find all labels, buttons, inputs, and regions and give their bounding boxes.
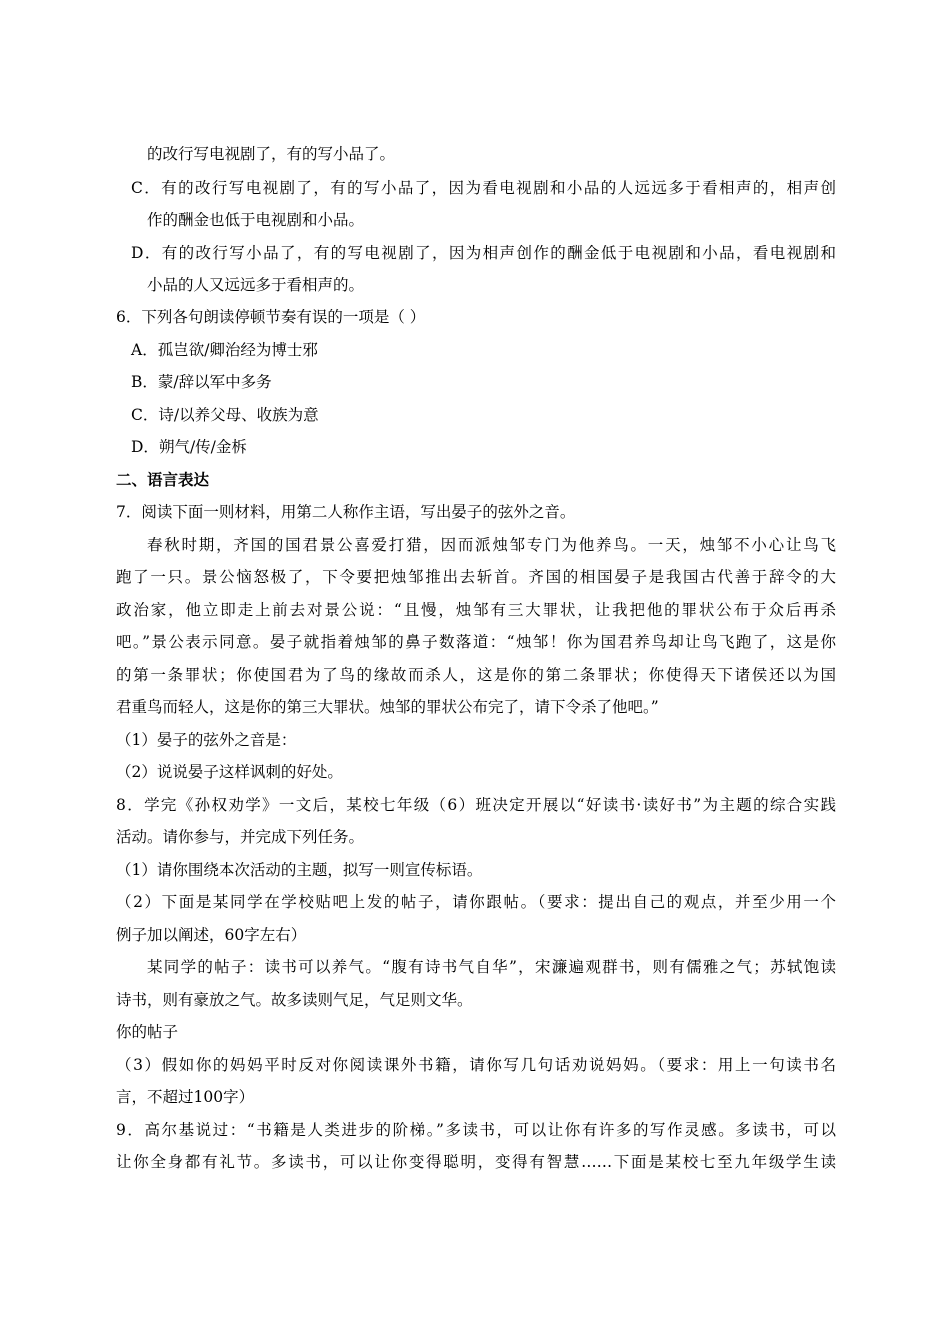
q7-passage-line: 君重鸟而轻人，这是你的第三大罪状。烛邹的罪状公布完了，请下令杀了他吧。” — [116, 698, 659, 716]
question-text: 阅读下面一则材料，用第二人称作主语，写出晏子的弦外之音。 — [141, 503, 576, 521]
q7-passage-line: 的第一条罪状；你使国君为了鸟的缘故而杀人，这是你的第二条罪状；你使得天下诸侯还以为国 — [116, 666, 836, 684]
q6-option-d — [131, 436, 247, 458]
q8-post-line2: 诗书，则有豪放之气。故多读则气足，气足则文华。 — [116, 991, 473, 1009]
option-label: A． — [131, 341, 158, 359]
option-text: 有的改行写小品了，有的写电视剧了，因为相声创作的酬金低于电视剧和小品，看电视剧和 — [161, 244, 836, 262]
option-label: C． — [131, 406, 159, 424]
q6-option-a — [131, 339, 318, 361]
q9-stem-line1 — [116, 1119, 836, 1141]
q8-post-line1: 某同学的帖子：读书可以养气。“腹有诗书气自华”，宋濂遍观群书，则有儒雅之气；苏轼饱读 — [147, 958, 836, 976]
q5-option-c-line1 — [131, 177, 836, 199]
q7-passage-line: 春秋时期，齐国的国君景公喜爱打猎，因而派烛邹专门为他养鸟。一天，烛邹不小心让鸟飞 — [147, 536, 836, 554]
q5-option-c-line2: 作的酬金也低于电视剧和小品。 — [147, 211, 365, 229]
question-number: 8． — [116, 796, 145, 814]
q9-stem-line2: 让你全身都有礼节。多读书，可以让你变得聪明，变得有智慧……下面是某校七至九年级学生读 — [116, 1153, 836, 1171]
question-text: 高尔基说过：“书籍是人类进步的阶梯。”多读书，可以让你有许多的写作灵感。多读书，可以 — [144, 1121, 836, 1139]
q7-passage-line: 吧。”景公表示同意。晏子就指着烛邹的鼻子数落道：“烛邹！你为国君养鸟却让鸟飞跑了，这是你 — [116, 633, 836, 651]
q7-stem — [116, 501, 575, 523]
q8-stem-line2: 活动。请你参与，并完成下列任务。 — [116, 828, 365, 846]
option-label: C． — [131, 179, 162, 197]
option-text: 孤岂欲/卿治经为博士邪 — [157, 341, 318, 359]
section-heading: 二、语言表达 — [116, 471, 210, 489]
q7-sub2: （2）说说晏子这样讽刺的好处。 — [116, 763, 343, 781]
question-number: 6． — [116, 308, 142, 326]
q7-passage-line: 跑了一只。景公恼怒极了，下令要把烛邹推出去斩首。齐国的相国晏子是我国古代善于辞令的大 — [116, 568, 836, 586]
q7-sub1: （1）晏子的弦外之音是： — [116, 731, 297, 749]
q5-option-b-continued: 的改行写电视剧了，有的写小品了。 — [147, 145, 396, 163]
q8-sub3-line1: （3）假如你的妈妈平时反对你阅读课外书籍，请你写几句话劝说妈妈。（要求：用上一句读书名 — [116, 1056, 836, 1074]
option-text: 诗/以养父母、收族为意 — [158, 406, 319, 424]
option-text: 朔气/传/金柝 — [158, 438, 247, 456]
question-number: 9． — [116, 1121, 145, 1139]
option-text: 蒙/辞以军中多务 — [157, 373, 272, 391]
option-label: D． — [131, 244, 162, 262]
q8-sub1: （1）请你围绕本次活动的主题，拟写一则宣传标语。 — [116, 861, 483, 879]
q6-option-c — [131, 404, 319, 426]
q8-reply-label: 你的帖子 — [116, 1023, 179, 1041]
question-number: 7． — [116, 503, 142, 521]
question-text: 学完《孙权劝学》一文后，某校七年级（6）班决定开展以“好读书·读好书”为主题的综合实践 — [144, 796, 836, 814]
q8-sub2-line2: 例子加以阐述，60字左右） — [116, 926, 307, 944]
q5-option-d-line2: 小品的人又远远多于看相声的。 — [147, 276, 365, 294]
q8-stem-line1 — [116, 794, 836, 816]
q8-sub2-line1: （2）下面是某同学在学校贴吧上发的帖子，请你跟帖。（要求：提出自己的观点，并至少用一个 — [116, 893, 836, 911]
q6-stem — [116, 306, 425, 328]
q7-passage-line: 政治家，他立即走上前去对景公说：“且慢，烛邹有三大罪状，让我把他的罪状公布于众后再杀 — [116, 601, 836, 619]
option-label: D． — [131, 438, 159, 456]
question-text: 下列各句朗读停顿节奏有误的一项是（ ） — [141, 308, 426, 326]
option-text: 有的改行写电视剧了，有的写小品了，因为看电视剧和小品的人远远多于看相声的，相声创 — [161, 179, 836, 197]
option-label: B． — [131, 373, 158, 391]
q6-option-b — [131, 371, 272, 393]
q8-sub3-line2: 言，不超过100字） — [116, 1088, 255, 1106]
q5-option-d-line1 — [131, 242, 836, 264]
